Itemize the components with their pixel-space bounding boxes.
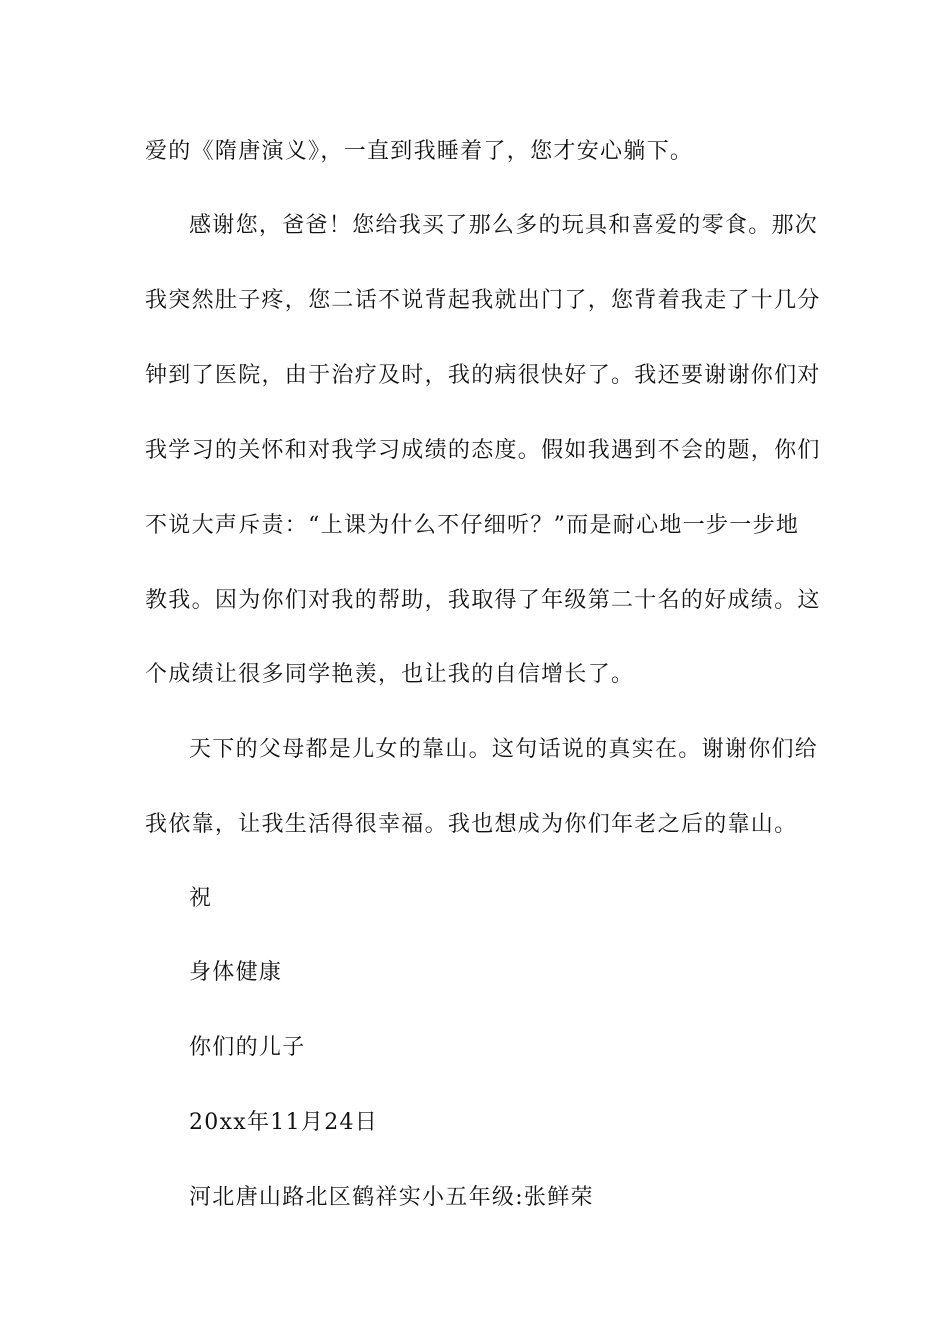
paragraph-line: 不说大声斥责：“上课为什么不仔细听？”而是耐心地一步一步地 [145, 513, 800, 538]
paragraph-line: 个成绩让很多同学艳羡，也让我的自信增长了。 [145, 662, 635, 687]
paragraph-line: 我依靠，让我生活得很幸福。我也想成为你们年老之后的靠山。 [145, 812, 798, 837]
paragraph-line: 钟到了医院，由于治疗及时，我的病很快好了。我还要谢谢你们对 [145, 363, 821, 388]
paragraph-line: 天下的父母都是儿女的靠山。这句话说的真实在。谢谢你们给 [189, 737, 819, 762]
paragraph-line: 教我。因为你们对我的帮助，我取得了年级第二十名的好成绩。这 [145, 588, 821, 613]
paragraph-line: 爱的《隋唐演义》，一直到我睡着了，您才安心躺下。 [145, 139, 694, 164]
paragraph-line: 感谢您，爸爸！您给我买了那么多的玩具和喜爱的零食。那次 [189, 213, 819, 238]
closing-author: 河北唐山路北区鹤祥实小五年级:张鲜荣 [189, 1185, 594, 1210]
closing-date: 20xx年11月24日 [189, 1110, 379, 1135]
paragraph-line: 我突然肚子疼，您二话不说背起我就出门了，您背着我走了十几分 [145, 288, 821, 313]
closing-blessing: 身体健康 [189, 960, 283, 985]
paragraph-line: 我学习的关怀和对我学习成绩的态度。假如我遇到不会的题，你们 [145, 438, 821, 463]
closing-signature: 你们的儿子 [189, 1035, 306, 1060]
closing-wish: 祝 [189, 886, 213, 911]
